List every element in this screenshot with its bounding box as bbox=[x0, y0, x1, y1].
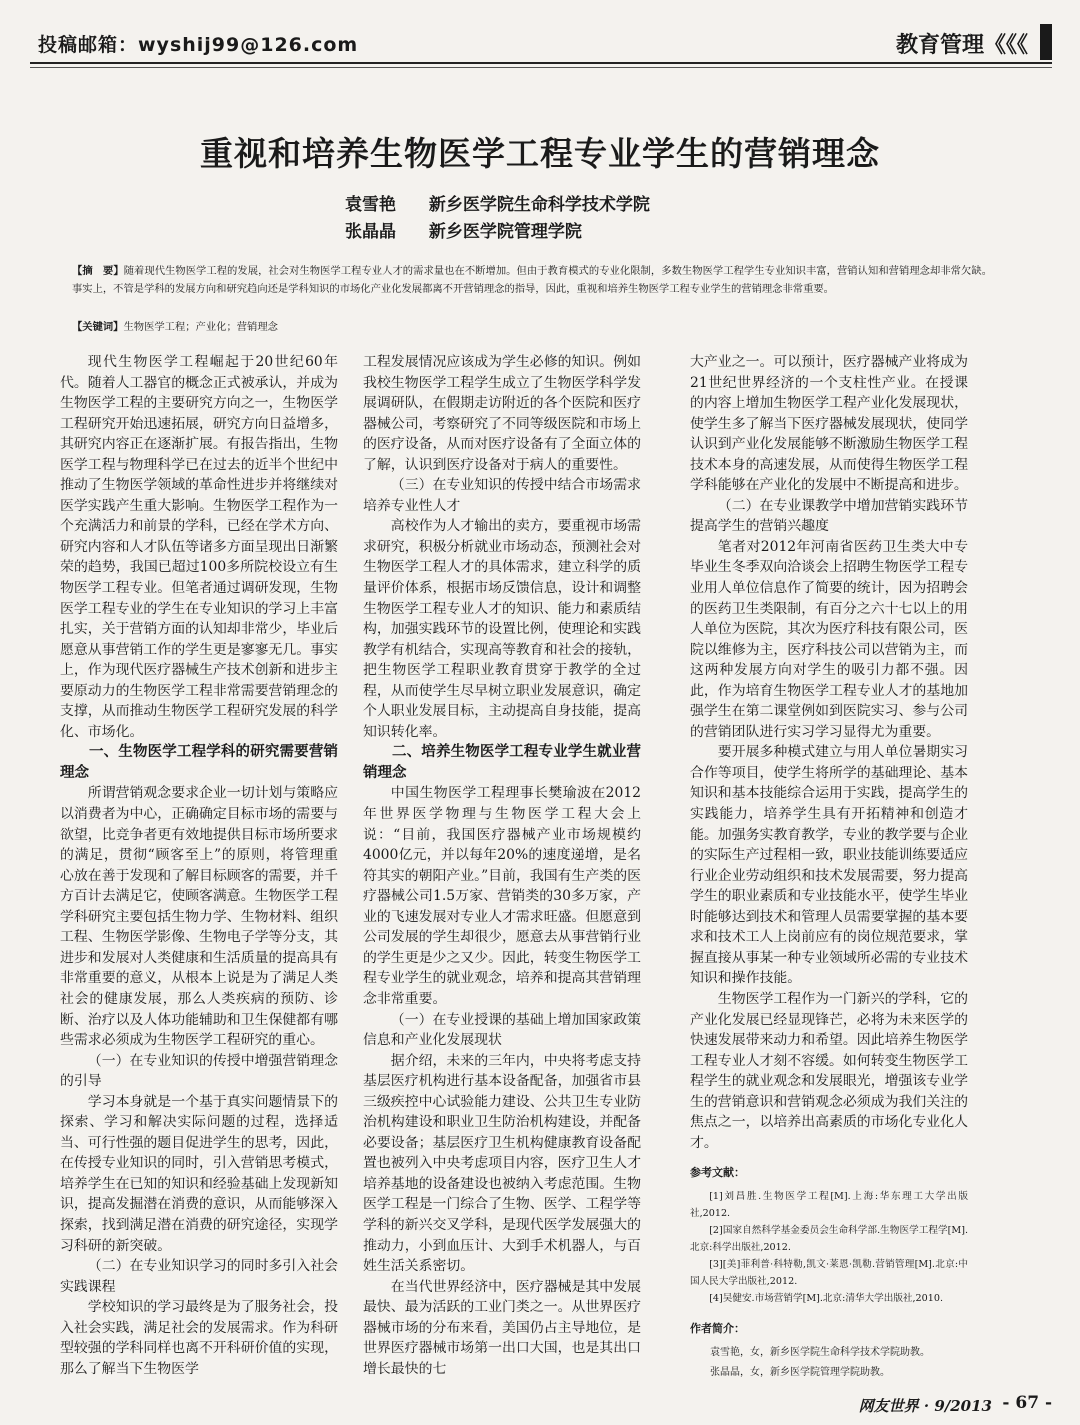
paragraph: 中国生物医学工程理事长樊瑜波在2012年世界医学物理与生物医学工程大会上说：“目前，我国医疗器械产业市场规模约4000亿元，并以每年20%的速度递增，是名符其实的朝阳产业。”目前，我国有生产类的医疗器械公司1.5万家、营销类的30多万家，产业的飞速发展对专业人才需求旺盛。但愿意到公司发展的学生却很少，愿意去从事营销行业的学生更是少之又少。因此，转变生物医学工程专业学生的就业观念，培养和提高其营销理念非常重要。 bbox=[363, 785, 641, 1007]
reference-item: [4]吴健安.市场营销学[M].北京:清华大学出版社,2010. bbox=[709, 1292, 944, 1304]
author-line-2 bbox=[345, 217, 582, 242]
author-bio-label: 作者简介： bbox=[690, 1321, 745, 1335]
references-label: 参考文献： bbox=[690, 1166, 745, 1180]
reference-item: [3][美]菲利普·科特勒,凯文·莱恩·凯勒.营销管理[M].北京:中国人民大学出版社,2012. bbox=[690, 1258, 968, 1287]
paragraph: 学习本身就是一个基于真实问题情景下的探索、学习和解决实际问题的过程，选择适当、可行性强的题目促进学生的思考，因此，在传授专业知识的同时，引入营销思考模式，培养学生在已知的知识和经验基础上发现新知识，提高发掘潜在消费的意识，从而能够深入探索，找到满足潜在消费的研究途径，实现学习科研的新突破。 bbox=[60, 1093, 338, 1254]
paragraph: 据介绍，未来的三年内，中央将考虑支持基层医疗机构进行基本设备配备，加强省市县三级疾控中心试验能力建设、公共卫生专业防治机构建设和职业卫生防治机构建设，并配备必要设备；基层医疗卫生机构健康教育设备配置也被列入中央考虑项目内容，医疗卫生人才培养基地的设备建设也被纳入考虑范围。生物医学工程是一门综合了生物、医学、工程学等学科的新兴交叉学科，是现代医学发展强大的推动力，小到血压计、大到手术机器人，与百姓生活关系密切。 bbox=[363, 1052, 641, 1275]
column-3 bbox=[690, 352, 968, 1383]
paragraph: 所谓营销观念要求企业一切计划与策略应以消费者为中心，正确确定目标市场的需要与欲望，比竞争者更有效地提供目标市场所要求的满足，贯彻“顾客至上”的原则，将管理重心放在善于发现和了解目标顾客的需要，并千方百计去满足它，使顾客满意。生物医学工程学科研究主要包括生物力学、生物材料、组织工程、生物医学影像、生物电子学等分支，其进步和发展对人类健康和生活质量的提高具有非常重要的意义，从根本上说是为了满足人类社会的健康发展，那么人类疾病的预防、诊断、治疗以及人体功能辅助和卫生保健都有哪些需求必须成为生物医学工程研究的重心。 bbox=[60, 785, 338, 1049]
paragraph: 在当代世界经济中，医疗器械是其中发展最快、最为活跃的工业门类之一。从世界医疗器械市场的分布来看，美国仍占主导地位，是世界医疗器械市场第一出口大国，也是其出口增长最快的七 bbox=[363, 1278, 641, 1377]
subsection-heading: （三）在专业知识的传授中结合市场需求培养专业性人才 bbox=[363, 477, 641, 514]
subsection-heading: （二）在专业知识学习的同时多引入社会实践课程 bbox=[60, 1258, 338, 1295]
author-name: 袁雪艳 bbox=[345, 195, 396, 215]
page-number: - 67 - bbox=[1002, 1393, 1052, 1413]
abstract bbox=[72, 262, 992, 299]
keywords bbox=[72, 318, 278, 333]
section-heading: 一、生物医学工程学科的研究需要营销理念 bbox=[60, 744, 338, 781]
header-rule bbox=[30, 62, 1052, 64]
header-bar bbox=[1040, 24, 1052, 60]
author-bio-line: 袁雪艳，女，新乡医学院生命科学技术学院助教。 bbox=[710, 1347, 930, 1359]
column-2 bbox=[363, 352, 641, 1379]
subsection-heading: （一）在专业知识的传授中增强营销理念的引导 bbox=[60, 1052, 338, 1090]
paragraph: 大产业之一。可以预计，医疗器械产业将成为21世纪世界经济的一个支柱性产业。在授课的内容上增加生物医学工程产业化发展现状，使学生多了解当下医疗器械发展现状，使同学认识到产业化发展能够不断激励生物医学工程技术本身的高速发展，从而使得生物医学工程学科能够在产业化的发展中不断提高和进步。 bbox=[690, 354, 968, 494]
paragraph: 工程发展情况应该成为学生必修的知识。例如我校生物医学工程学生成立了生物医学科学发展调研队，在假期走访附近的各个医院和医疗器械公司，考察研究了不同等级医院和市场上的医疗设备，从而对医疗设备有了全面立体的了解，认识到医疗设备对于病人的重要性。 bbox=[363, 354, 641, 473]
journal-issue: 网友世界 · 9/2013 bbox=[858, 1397, 992, 1415]
author-affiliation: 新乡医学院管理学院 bbox=[428, 222, 582, 242]
article-title: 重视和培养生物医学工程专业学生的营销理念 bbox=[200, 134, 880, 173]
subsection-heading: （一）在专业授课的基础上增加国家政策信息和产业化发展现状 bbox=[363, 1011, 641, 1049]
author-affiliation: 新乡医学院生命科学技术学院 bbox=[428, 195, 650, 215]
paragraph: 学校知识的学习最终是为了服务社会，投入社会实践，满足社会的发展需求。作为科研型较强的学科同样也离不开科研价值的实现，那么了解当下生物医学 bbox=[60, 1299, 338, 1377]
header-rule-thin bbox=[30, 67, 1052, 68]
paragraph: 要开展多种模式建立与用人单位暑期实习合作等项目，使学生将所学的基础理论、基本知识和基本技能综合运用于实践，提高学生的实践能力，培养学生具有开拓精神和创造才能。加强务实教育教学，专业的教学要与企业的实际生产过程相一致，职业技能训练要适应行业企业劳动组织和技术发展需要，努力提高学生的职业素质和专业技能水平，使学生毕业时能够达到技术和管理人员需要掌握的基本要求和技术工人上岗前应有的岗位规范要求，掌握直接从事某一种专业领域所必需的专业技术知识和操作技能。 bbox=[690, 744, 968, 987]
keywords-text: 生物医学工程；产业化；营销理念 bbox=[123, 321, 278, 333]
author-bio-line: 张晶晶，女，新乡医学院管理学院助教。 bbox=[710, 1367, 890, 1379]
abstract-text: 随着现代生物医学工程的发展，社会对生物医学工程专业人才的需求量也在不断增加。但由于教育模式的专业化限制，多数生物医学工程学生专业知识丰富，营销认知和营销理念却非常欠缺。事实上，不管是学科的发展方向和研究趋向还是学科知识的市场化产业化发展都离不开营销理念的指导，因此，重视和培养生物医学工程专业学生的营销理念非常重要。 bbox=[72, 265, 992, 296]
author-name: 张晶晶 bbox=[345, 222, 396, 242]
author-line-1 bbox=[345, 190, 650, 215]
section-heading: 二、培养生物医学工程专业学生就业营销理念 bbox=[363, 744, 641, 781]
paragraph: 生物医学工程作为一门新兴的学科，它的产业化发展已经显现锋芒，必将为未来医学的快速发展带来动力和希望。因此培养生物医学工程专业人才刻不容缓。如何转变生物医学工程学生的就业观念和发展眼光，增强该专业学生的营销意识和营销观念必须成为我们关注的焦点之一，以培养出高素质的市场化专业化人才。 bbox=[690, 990, 968, 1151]
paragraph: 笔者对2012年河南省医药卫生类大中专毕业生冬季双向洽谈会上招聘生物医学工程专业用人单位信息作了简要的统计，因为招聘会的医药卫生类限制，有百分之六十七以上的用人单位为医院，其次为医疗科技有限公司，医院以维修为主，医疗科技公司以营销为主，而这两种发展方向对学生的吸引力都不强。因此，作为培育生物医学工程专业人才的基地加强学生在第二课堂例如到医院实习、参与公司的营销团队进行实习学习显得尤为重要。 bbox=[690, 538, 968, 740]
paragraph: 高校作为人才输出的卖方，要重视市场需求研究，积极分析就业市场动态，预测社会对生物医学工程人才的具体需求，建立科学的质量评价体系，根据市场反馈信息，设计和调整生物医学工程专业人才的知识、能力和素质结构，加强实践环节的设置比例，使理论和实践教学有机结合，实现高等教育和社会的接轨，把生物医学工程职业教育贯穿于教学的全过程，从而使学生尽早树立职业发展意识，确定个人职业发展目标，主动提高自身技能，提高知识转化率。 bbox=[363, 518, 641, 740]
subsection-heading: （二）在专业课教学中增加营销实践环节提高学生的营销兴趣度 bbox=[690, 497, 968, 535]
abstract-label: 【摘 要】 bbox=[72, 265, 124, 277]
column-1 bbox=[60, 352, 338, 1379]
section-label: 教育管理《《《 bbox=[895, 33, 1028, 58]
reference-item: [2]国家自然科学基金委员会生命科学部.生物医学工程学[M].北京:科学出版社,2012. bbox=[690, 1224, 968, 1253]
contribution-email: 投稿邮箱：wyshij99@126.com bbox=[38, 34, 359, 56]
reference-item: [1]刘昌胜.生物医学工程[M].上海:华东理工大学出版社,2012. bbox=[690, 1190, 968, 1219]
paragraph: 现代生物医学工程崛起于20世纪60年代。随着人工器官的概念正式被承认，并成为生物医学工程的主要研究方向之一，生物医学工程研究开始迅速拓展，研究方向日益增多，其研究内容正在逐渐扩展。有报告指出，生物医学工程与物理科学已在过去的近半个世纪中推动了生物医学领域的革命性进步并将继续对医学实践产生重大影响。生物医学工程作为一个充满活力和前景的学科，已经在学术方向、研究内容和人才队伍等诸多方面呈现出日渐繁荣的趋势，我国已超过100多所院校设立有生物医学工程专业。但笔者通过调研发现，生物医学工程专业的学生在专业知识的学习上丰富扎实，关于营销方面的认知却非常少，毕业后愿意从事营销工作的学生更是寥寥无几。事实上，作为现代医疗器械生产技术创新和进步主要原动力的生物医学工程非常需要营销理念的支撑，从而推动生物医学工程研究发展的科学化、市场化。 bbox=[60, 354, 338, 740]
keywords-label: 【关键词】 bbox=[72, 321, 124, 333]
